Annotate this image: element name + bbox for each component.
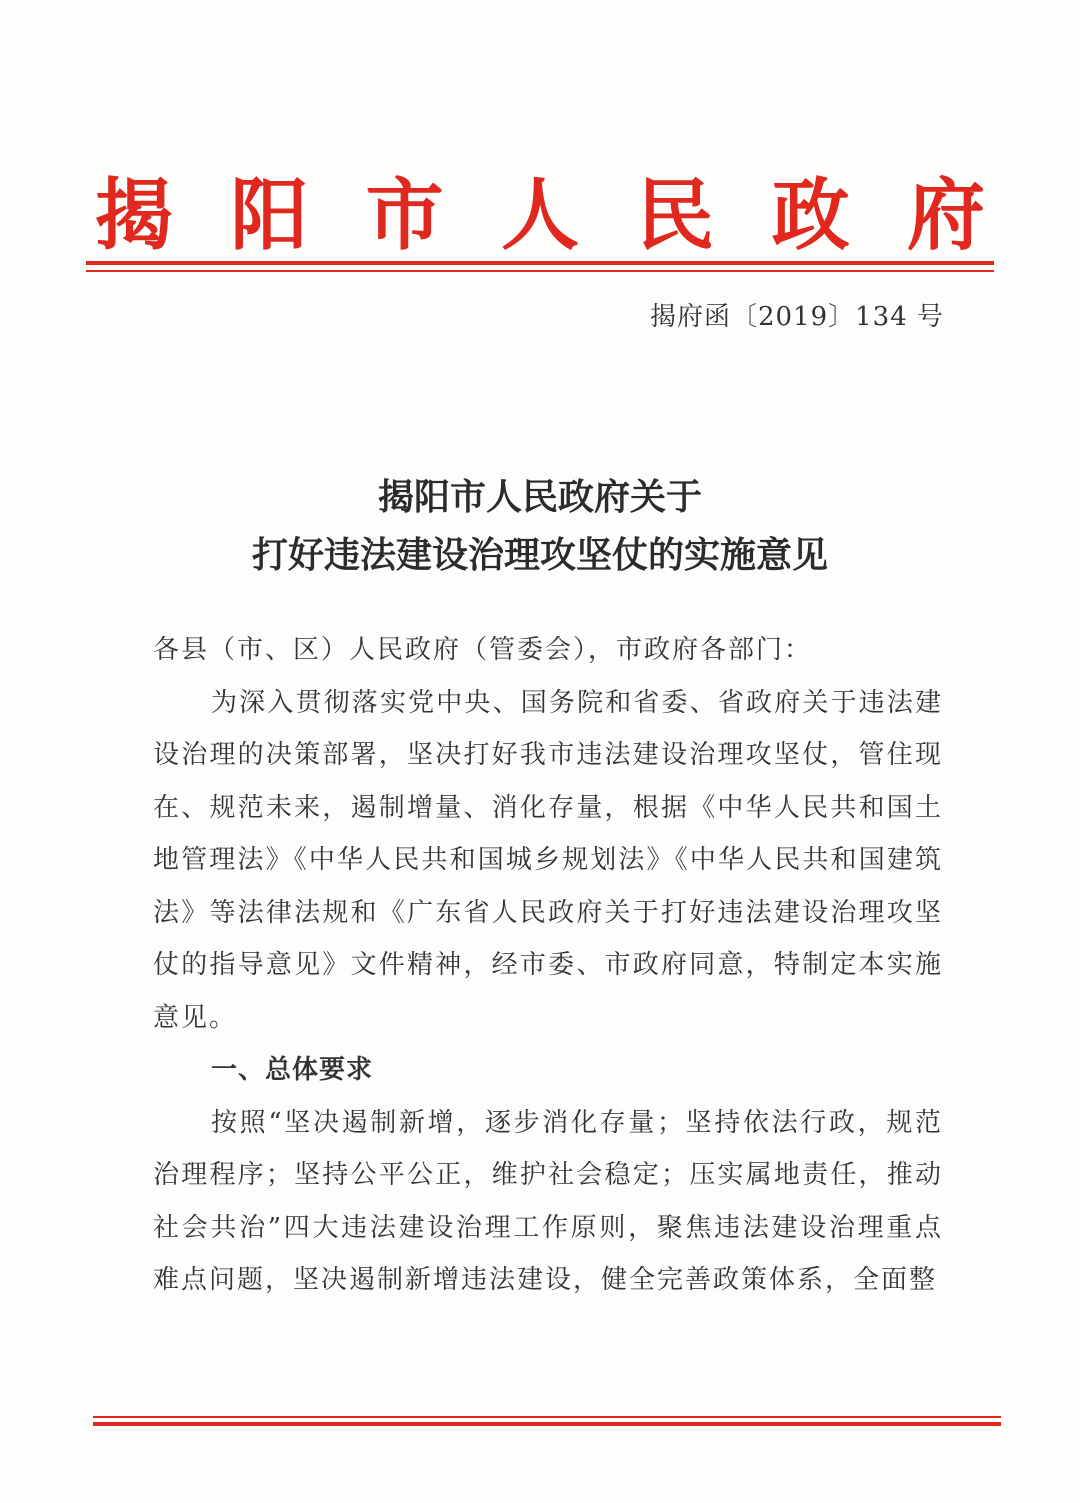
issuer-char: 府	[906, 170, 985, 261]
document-number: 揭府函〔2019〕134 号	[649, 302, 944, 332]
footer-red-rule-thick	[93, 1422, 1001, 1426]
issuer-char: 人	[500, 170, 579, 261]
issuer-header	[86, 168, 994, 264]
issuer-char: 揭	[94, 170, 173, 261]
body-paragraph: 按照“坚决遏制新增，逐步消化存量；坚持依法行政，规范治理程序；坚持公平公正，维护社会稳定；压实属地责任，推动社会共治”四大违法建设治理工作原则，聚焦违法建设治理重点难点问题，坚决遏制新增违法建设，健全完善政策体系，全面整	[153, 1107, 943, 1295]
document-body	[153, 624, 943, 1307]
issuer-char: 市	[365, 170, 444, 261]
document-title-line-1: 揭阳市人民政府关于	[377, 476, 702, 518]
footer-red-rule-thin	[93, 1416, 1001, 1418]
issuer-char: 阳	[230, 170, 309, 261]
header-red-rule-thin	[86, 270, 994, 272]
header-red-rule-thick	[86, 261, 994, 265]
issuer-char: 民	[636, 170, 715, 261]
issuer-char: 政	[771, 170, 850, 261]
salutation: 各县（市、区）人民政府（管委会），市政府各部门：	[153, 635, 813, 665]
body-paragraph: 为深入贯彻落实党中央、国务院和省委、省政府关于违法建设治理的决策部署，坚决打好我市违法建设治理攻坚仗，管住现在、规范未来，遏制增量、消化存量，根据《中华人民共和国土地管理法》《中华人民共和国城乡规划法》《中华人民共和国建筑法》等法律法规和《广东省人民政府关于打好违法建设治理攻坚仗的指导意见》文件精神，经市委、市政府同意，特制定本实施意见。	[153, 687, 943, 1033]
section-heading: 一、总体要求	[211, 1055, 374, 1085]
document-title-line-2: 打好违法建设治理攻坚仗的实施意见	[251, 534, 828, 576]
document-title	[0, 468, 1080, 584]
